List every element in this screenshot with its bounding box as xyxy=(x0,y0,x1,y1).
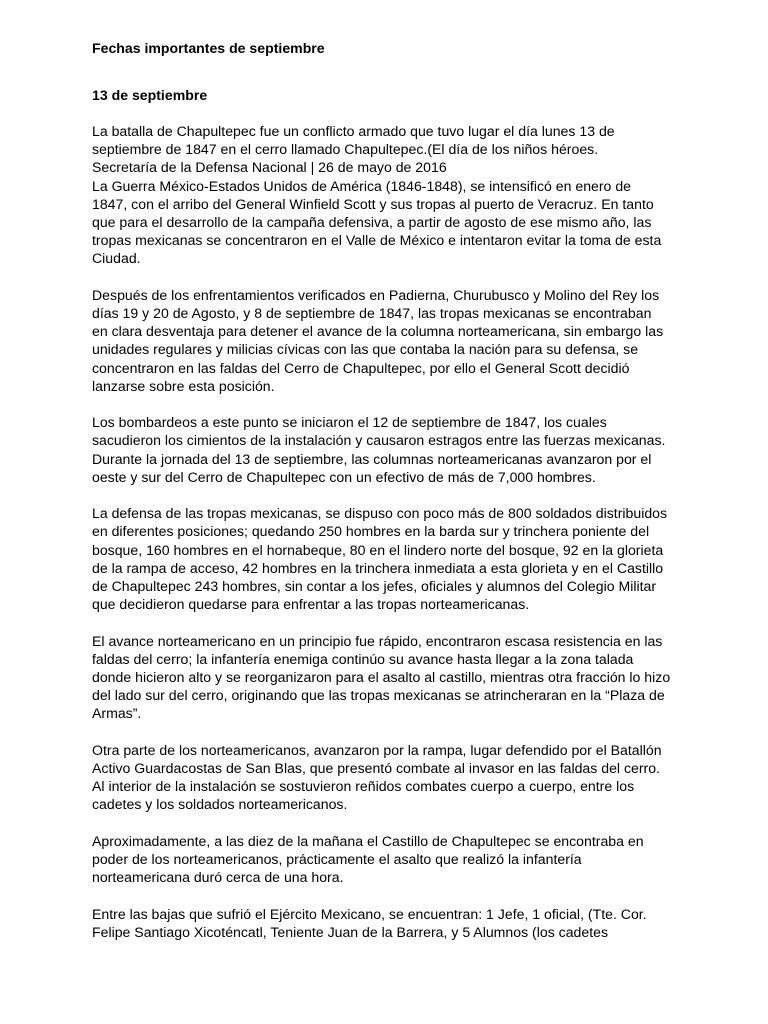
paragraph-line: norteamericana duró cerca de una hora. xyxy=(92,869,344,886)
paragraph-line: Otra parte de los norteamericanos, avanzaron por la rampa, lugar defendido por el Batallón xyxy=(92,741,662,758)
paragraph-line: tropas mexicanas se concentraron en el Valle de México e intentaron evitar la toma de esta xyxy=(92,232,662,249)
paragraph-line: concentraron en las faldas del Cerro de Chapultepec, por ello el General Scott decidió xyxy=(92,359,630,376)
paragraph-line: Aproximadamente, a las diez de la mañana el Castillo de Chapultepec se encontraba en xyxy=(92,832,644,849)
paragraph xyxy=(92,632,692,723)
paragraph-line: La batalla de Chapultepec fue un conflicto armado que tuvo lugar el día lunes 13 de xyxy=(92,123,615,139)
paragraph xyxy=(92,286,692,395)
section-heading: 13 de septiembre xyxy=(92,87,208,103)
paragraph-line: donde hicieron alto y se reorganizaron para el asalto al castillo, mientras otra fracción lo hizo xyxy=(92,669,671,686)
paragraph-line: de la rampa de acceso, 42 hombres en la trinchera inmediata a esta glorieta y en el Castillo xyxy=(92,559,664,576)
paragraph-line: oeste y sur del Cerro de Chapultepec con un efectivo de más de 7,000 hombres. xyxy=(92,468,596,485)
paragraph-line: Felipe Santiago Xicoténcatl, Teniente Juan de la Barrera, y 5 Alumnos (los cadetes xyxy=(92,923,609,940)
paragraph-line: septiembre de 1847 en el cerro llamado Chapultepec.(El día de los niños héroes. xyxy=(92,141,599,158)
paragraph-line: Al interior de la instalación se sostuvieron reñidos combates cuerpo a cuerpo, entre los xyxy=(92,778,635,795)
paragraph-line: La Guerra México-Estados Unidos de América (1846-1848), se intensificó en enero de xyxy=(92,177,631,194)
paragraph-line: bosque, 160 hombres en el hornabeque, 80 en el lindero norte del bosque, 92 en la glorieta xyxy=(92,541,664,558)
paragraph-line: que para el desarrollo de la campaña defensiva, a partir de agosto de ese mismo año, las xyxy=(92,214,652,231)
paragraph-line: Los bombardeos a este punto se iniciaron el 12 de septiembre de 1847, los cuales xyxy=(92,414,607,431)
paragraph-line: en clara desventaja para detener el avance de la columna norteamericana, sin embargo las xyxy=(92,323,664,340)
paragraph-line: de Chapultepec 243 hombres, sin contar a los jefes, oficiales y alumnos del Colegio Militar xyxy=(92,578,657,595)
paragraph-line: Después de los enfrentamientos verificados en Padierna, Churubusco y Molino del Rey los xyxy=(92,286,660,303)
paragraph xyxy=(92,413,692,486)
paragraph-line: Activo Guardacostas de San Blas, que presentó combate al invasor en las faldas del cerro. xyxy=(92,760,660,777)
paragraph-line: del lado sur del cerro, originando que las tropas mexicanas se atrincheraran en la “Plaza de xyxy=(92,687,665,704)
paragraph xyxy=(92,122,692,268)
paragraph xyxy=(92,504,692,613)
document-content xyxy=(92,39,692,940)
paragraph-line: El avance norteamericano en un principio fue rápido, encontraron escasa resistencia en las xyxy=(92,632,663,649)
paragraph-line: cadetes y los soldados norteamericanos. xyxy=(92,796,348,813)
paragraph xyxy=(92,905,692,941)
paragraph-line: unidades regulares y milicias cívicas con las que contaba la nación para su defensa, se xyxy=(92,341,639,358)
paragraph-line: Secretaría de la Defensa Nacional | 26 de mayo de 2016 xyxy=(92,159,447,176)
paragraph-line: La defensa de las tropas mexicanas, se dispuso con poco más de 800 soldados distribuidos xyxy=(92,505,668,522)
document-body xyxy=(92,122,692,959)
paragraph-line: Entre las bajas que sufrió el Ejército Mexicano, se encuentran: 1 Jefe, 1 oficial, (Tte. Cor. xyxy=(92,905,647,922)
paragraph-line: poder de los norteamericanos, prácticamente el asalto que realizó la infantería xyxy=(92,851,582,868)
paragraph-line: sacudieron los cimientos de la instalación y causaron estragos entre las fuerzas mexicanas. xyxy=(92,432,666,449)
paragraph-line: días 19 y 20 de Agosto, y 8 de septiembre de 1847, las tropas mexicanas se encontraban xyxy=(92,305,652,322)
document-title: Fechas importantes de septiembre xyxy=(92,40,325,56)
paragraph-line: lanzarse sobre esta posición. xyxy=(92,377,275,394)
paragraph-line: en diferentes posiciones; quedando 250 hombres en la barda sur y trinchera poniente del xyxy=(92,523,650,540)
paragraph xyxy=(92,741,692,814)
paragraph-line: Ciudad. xyxy=(92,250,141,267)
paragraph-line: 1847, con el arribo del General Winfield Scott y sus tropas al puerto de Veracruz. En tanto xyxy=(92,195,654,212)
paragraph-line: Armas”. xyxy=(92,705,142,722)
paragraph-line: faldas del cerro; la infantería enemiga continúo su avance hasta llegar a la zona talada xyxy=(92,650,634,667)
paragraph-line: Durante la jornada del 13 de septiembre, las columnas norteamericanas avanzaron por el xyxy=(92,450,652,467)
paragraph-line: que decidieron quedarse para enfrentar a las tropas norteamericanas. xyxy=(92,596,530,613)
paragraph xyxy=(92,832,692,887)
